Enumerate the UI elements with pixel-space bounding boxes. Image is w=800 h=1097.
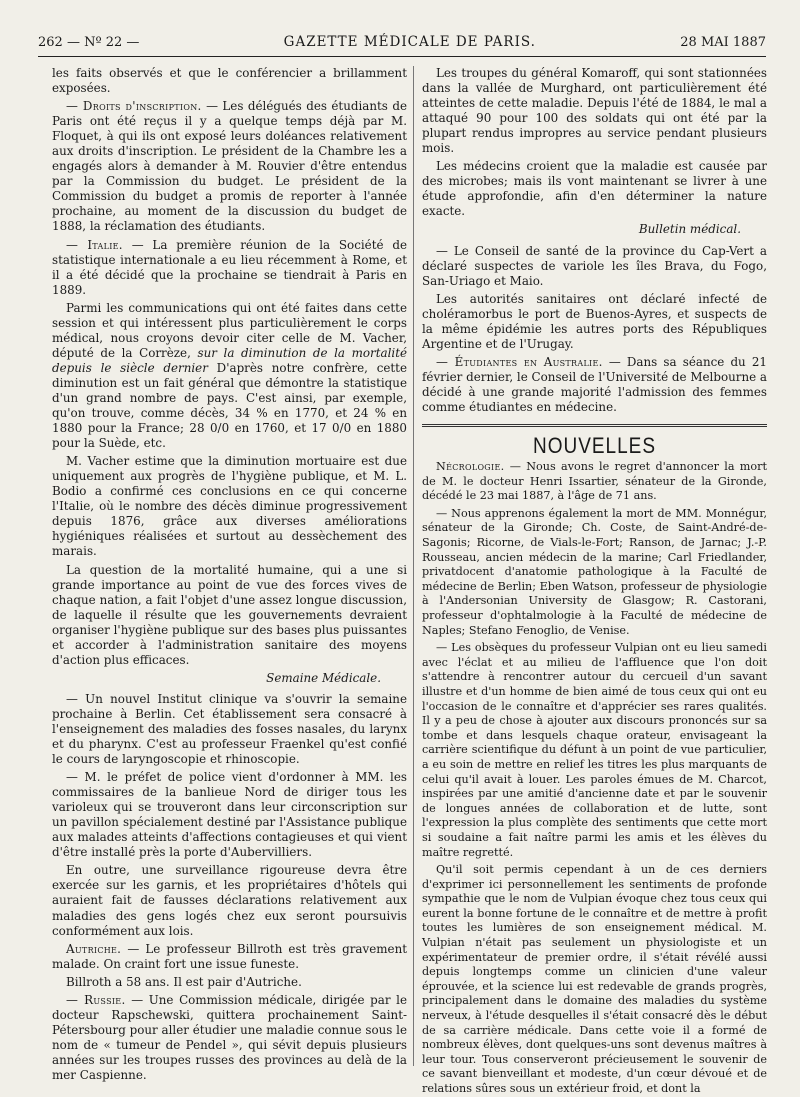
issue-date: 28 MAI 1887 <box>680 35 766 50</box>
section-heading: — Italie. <box>66 237 123 252</box>
page-number: 262 — Nº 22 — <box>38 35 140 50</box>
paragraph <box>52 99 407 234</box>
paragraph <box>422 355 767 415</box>
section-heading: — Russie. <box>66 992 126 1007</box>
paragraph-text: — Le professeur Billroth est très gravement malade. On craint fort une issue funeste. <box>52 941 408 971</box>
column-divider <box>413 66 414 1066</box>
paragraph: La question de la mortalité humaine, qui a une si grande importance au point de vue des forces vives de chaque nation, a fait l'objet d'une assez longue discussion, de laquelle il résulte que les gouvernements devraient organiser l'hygiène publique sur des bases plus puissantes et accorder à l'administration sanitaire des moyens d'action plus efficaces. <box>52 562 407 667</box>
source-credit: Semaine Médicale. <box>266 670 381 685</box>
paragraph: Les autorités sanitaires ont déclaré infecté de choléramorbus le port de Buenos-Ayres, et suspects de la même épidémie les autres ports des Républiques Argentine et de l'Urugay. <box>422 291 767 351</box>
paragraph: — Les obsèques du professeur Vulpian ont eu lieu samedi avec l'éclat et au milieu de l'affluence que l'on doit s'attendre à rencontrer autour du cercueil d'un savant illustre et d'un homme de bien aimé de tous ceux qui ont eu l'occasion de le connaître et d'apprécier ses rares qualités. Il y a peu de chose à ajouter aux discours prononcés sur sa tombe et dans lesquels chaque orateur, envisageant la carrière scientifique du défunt à un point de vue particulier, a eu soin de mettre en relief les titres les plus marquants de celui qu'il avait à louer. Les paroles émues de M. Charcot, inspirées par une amitié d'ancienne date et par le souvenir de longues années de collaboration et de lutte, sont l'expression la plus complète des sentiments que cette mort si soudaine a fait naître parmi les amis et les élèves du maître regretté. <box>422 641 767 859</box>
journal-title: GAZETTE MÉDICALE DE PARIS. <box>283 34 536 50</box>
paragraph: les faits observés et que le conférencier a brillamment exposées. <box>52 66 407 96</box>
paragraph <box>52 238 407 298</box>
section-rule <box>422 424 767 425</box>
paragraph <box>52 301 407 451</box>
paragraph-text: — Les délégués des étudiants de Paris ont été reçus il y a quelque temps déjà par M. Floquet, à qui ils ont exposé leurs doléances relativement aux droits d'inscription. Le président de la Chambre les a engagés alors à demander à M. Rouvier d'être entendus par la Commission du budget. Le président de la Commission du budget a promis de reporter à l'année prochaine, au moment de la discussion du budget de 1888, la réclamation des étudiants. <box>52 99 407 234</box>
paragraph: Qu'il soit permis cependant à un de ces derniers d'exprimer ici personnellement les sentiments de profonde sympathie que le nom de Vulpian évoque chez tous ceux qui eurent la bonne fortune de le connaître et de mettre à profit toutes les lumières de son enseignement médical. M. Vulpian n'était pas seulement un physiologiste et un expérimentateur de premier ordre, il s'était révélé aussi depuis longtemps comme un clinicien d'une valeur éprouvée, et la science lui est redevable de grands progrès, principalement dans le domaine des maladies du système nerveux, à l'étude desquelles il s'était consacré dès le début de sa carrière médicale. Dans cette voie il a formé de nombreux élèves, dont quelques-uns sont devenus maîtres à leur tour. Tous conserveront précieusement le souvenir de ce savant bienveillant et modeste, d'un cœur dévoué et de relations sûres sous un extérieur froid, et dont la <box>422 863 767 1096</box>
left-column <box>52 66 408 1082</box>
paragraph <box>422 460 767 504</box>
section-rule <box>422 426 767 427</box>
paragraph-text: Parmi les communications qui ont été faites dans cette session et qui intéressent plus particulièrement le corps médical, nous croyons devoir citer celle de M. Vacher, député de la Corrèze, <box>52 300 407 360</box>
paragraph-text: D'après notre confrère, cette diminution est un fait général que démontre la statistique d'un grand nombre de pays. C'est ainsi, par exemple, qu'on trouve, comme décès, 34 % en 1770, et 24 % en 1880 pour la France; 28 0/0 en 1760, et 17 0/0 en 1880 pour la Suède, etc. <box>52 360 407 451</box>
paragraph: — Le Conseil de santé de la province du Cap-Vert a déclaré suspectes de variole les îles Brava, du Fogo, San-Uriago et Maio. <box>422 243 767 288</box>
paragraph: M. Vacher estime que la diminution mortuaire est due uniquement aux progrès de l'hygiène publique, et M. L. Bodio a confirmé ces conclusions en ce qui concerne l'Italie, où le nombre des décès diminue progressivement depuis 1876, grâce aux diverses améliorations hygiéniques réalisées et surtout au dessèchement des marais. <box>52 454 407 559</box>
paragraph: Billroth a 58 ans. Il est pair d'Autriche. <box>66 974 302 989</box>
section-heading: — Étudiantes en Australie. <box>436 354 603 369</box>
italic-title: sur la diminution de la mortalité depuis le siècle dernier <box>52 345 408 375</box>
running-header <box>38 34 766 57</box>
section-title: NOUVELLES <box>532 434 657 459</box>
paragraph-text: — Dans sa séance du 21 février dernier, le Conseil de l'Université de Melbourne a décidé à une grande majorité l'admission des femmes comme étudiantes en médecine. <box>422 354 768 414</box>
section-heading: Nécrologie. <box>436 460 505 474</box>
paragraph <box>52 942 407 972</box>
paragraph <box>52 993 407 1083</box>
section-heading: Autriche. <box>66 941 122 956</box>
paragraph: — Un nouvel Institut clinique va s'ouvrir la semaine prochaine à Berlin. Cet établissement sera consacré à l'enseignement des maladies des fosses nasales, du larynx et du pharynx. C'est au professeur Fraenkel qu'est confié le cours de laryngoscopie et rhinoscopie. <box>52 691 407 767</box>
source-credit: Bulletin médical. <box>638 222 741 237</box>
section-heading: — Droits d'inscription. <box>66 99 202 114</box>
paragraph-text: — Nous avons le regret d'annoncer la mort de M. le docteur Henri Issartier, sénateur de la Gironde, décédé le 23 mai 1887, à l'âge de 71 ans. <box>422 460 767 503</box>
paragraph-text: — La première réunion de la Société de statistique internationale a eu lieu récemment à Rome, et il a été décidé que la prochaine se tiendrait à Paris en 1889. <box>52 237 408 297</box>
paragraph: En outre, une surveillance rigoureuse devra être exercée sur les garnis, et les propriétaires d'hôtels qui auraient fait de fausses déclarations relativement aux maladies des gens logés chez eux seront poursuivis conformément aux lois. <box>52 863 407 938</box>
paragraph: — Nous apprenons également la mort de MM. Monnégur, sénateur de la Gironde; Ch. Coste, de Saint-André-de-Sagonis; Ricorne, de Vials-le-Fort; Ranson, de Jarnac; J.-P. Rousseau, ancien médecin de la marine; Carl Friedlander, privatdocent d'anatomie pathologique à la Faculté de médecine de Berlin; Eben Watson, professeur de physiologie à l'Andersonian University de Glasgow; R. Castorani, professeur d'ophtalmologie à la Faculté de médecine de Naples; Stefano Fenoglio, de Venise. <box>422 506 767 637</box>
paragraph: Les médecins croient que la maladie est causée par des microbes; mais ils vont maintenant se livrer à une étude approfondie, afin d'en déterminer la nature exacte. <box>422 159 767 219</box>
paragraph-text: — Une Commission médicale, dirigée par le docteur Rapschewski, quittera prochainement Saint-Pétersbourg pour aller étudier une maladie connue sous le nom de « tumeur de Pendel », qui sévit depuis plusieurs années sur les troupes russes des provinces au delà de la mer Caspienne. <box>52 992 408 1082</box>
paragraph: — M. le préfet de police vient d'ordonner à MM. les commissaires de la banlieue Nord de diriger tous les varioleux qui se trouveront dans leur circonscription sur un pavillon spécialement destiné par l'Assistance publique aux malades atteints d'affections contagieuses et qui vient d'être installé près la porte d'Aubervilliers. <box>52 770 407 860</box>
nouvelles-section <box>422 460 767 1097</box>
paragraph: Les troupes du général Komaroff, qui sont stationnées dans la vallée de Murghard, ont particulièrement été atteintes de cette maladie. Depuis l'été de 1884, le mal a attaqué 90 pour 100 des soldats qui ont été par la plupart rendus impropres au service pendant plusieurs mois. <box>422 66 767 156</box>
right-column <box>422 66 768 1096</box>
